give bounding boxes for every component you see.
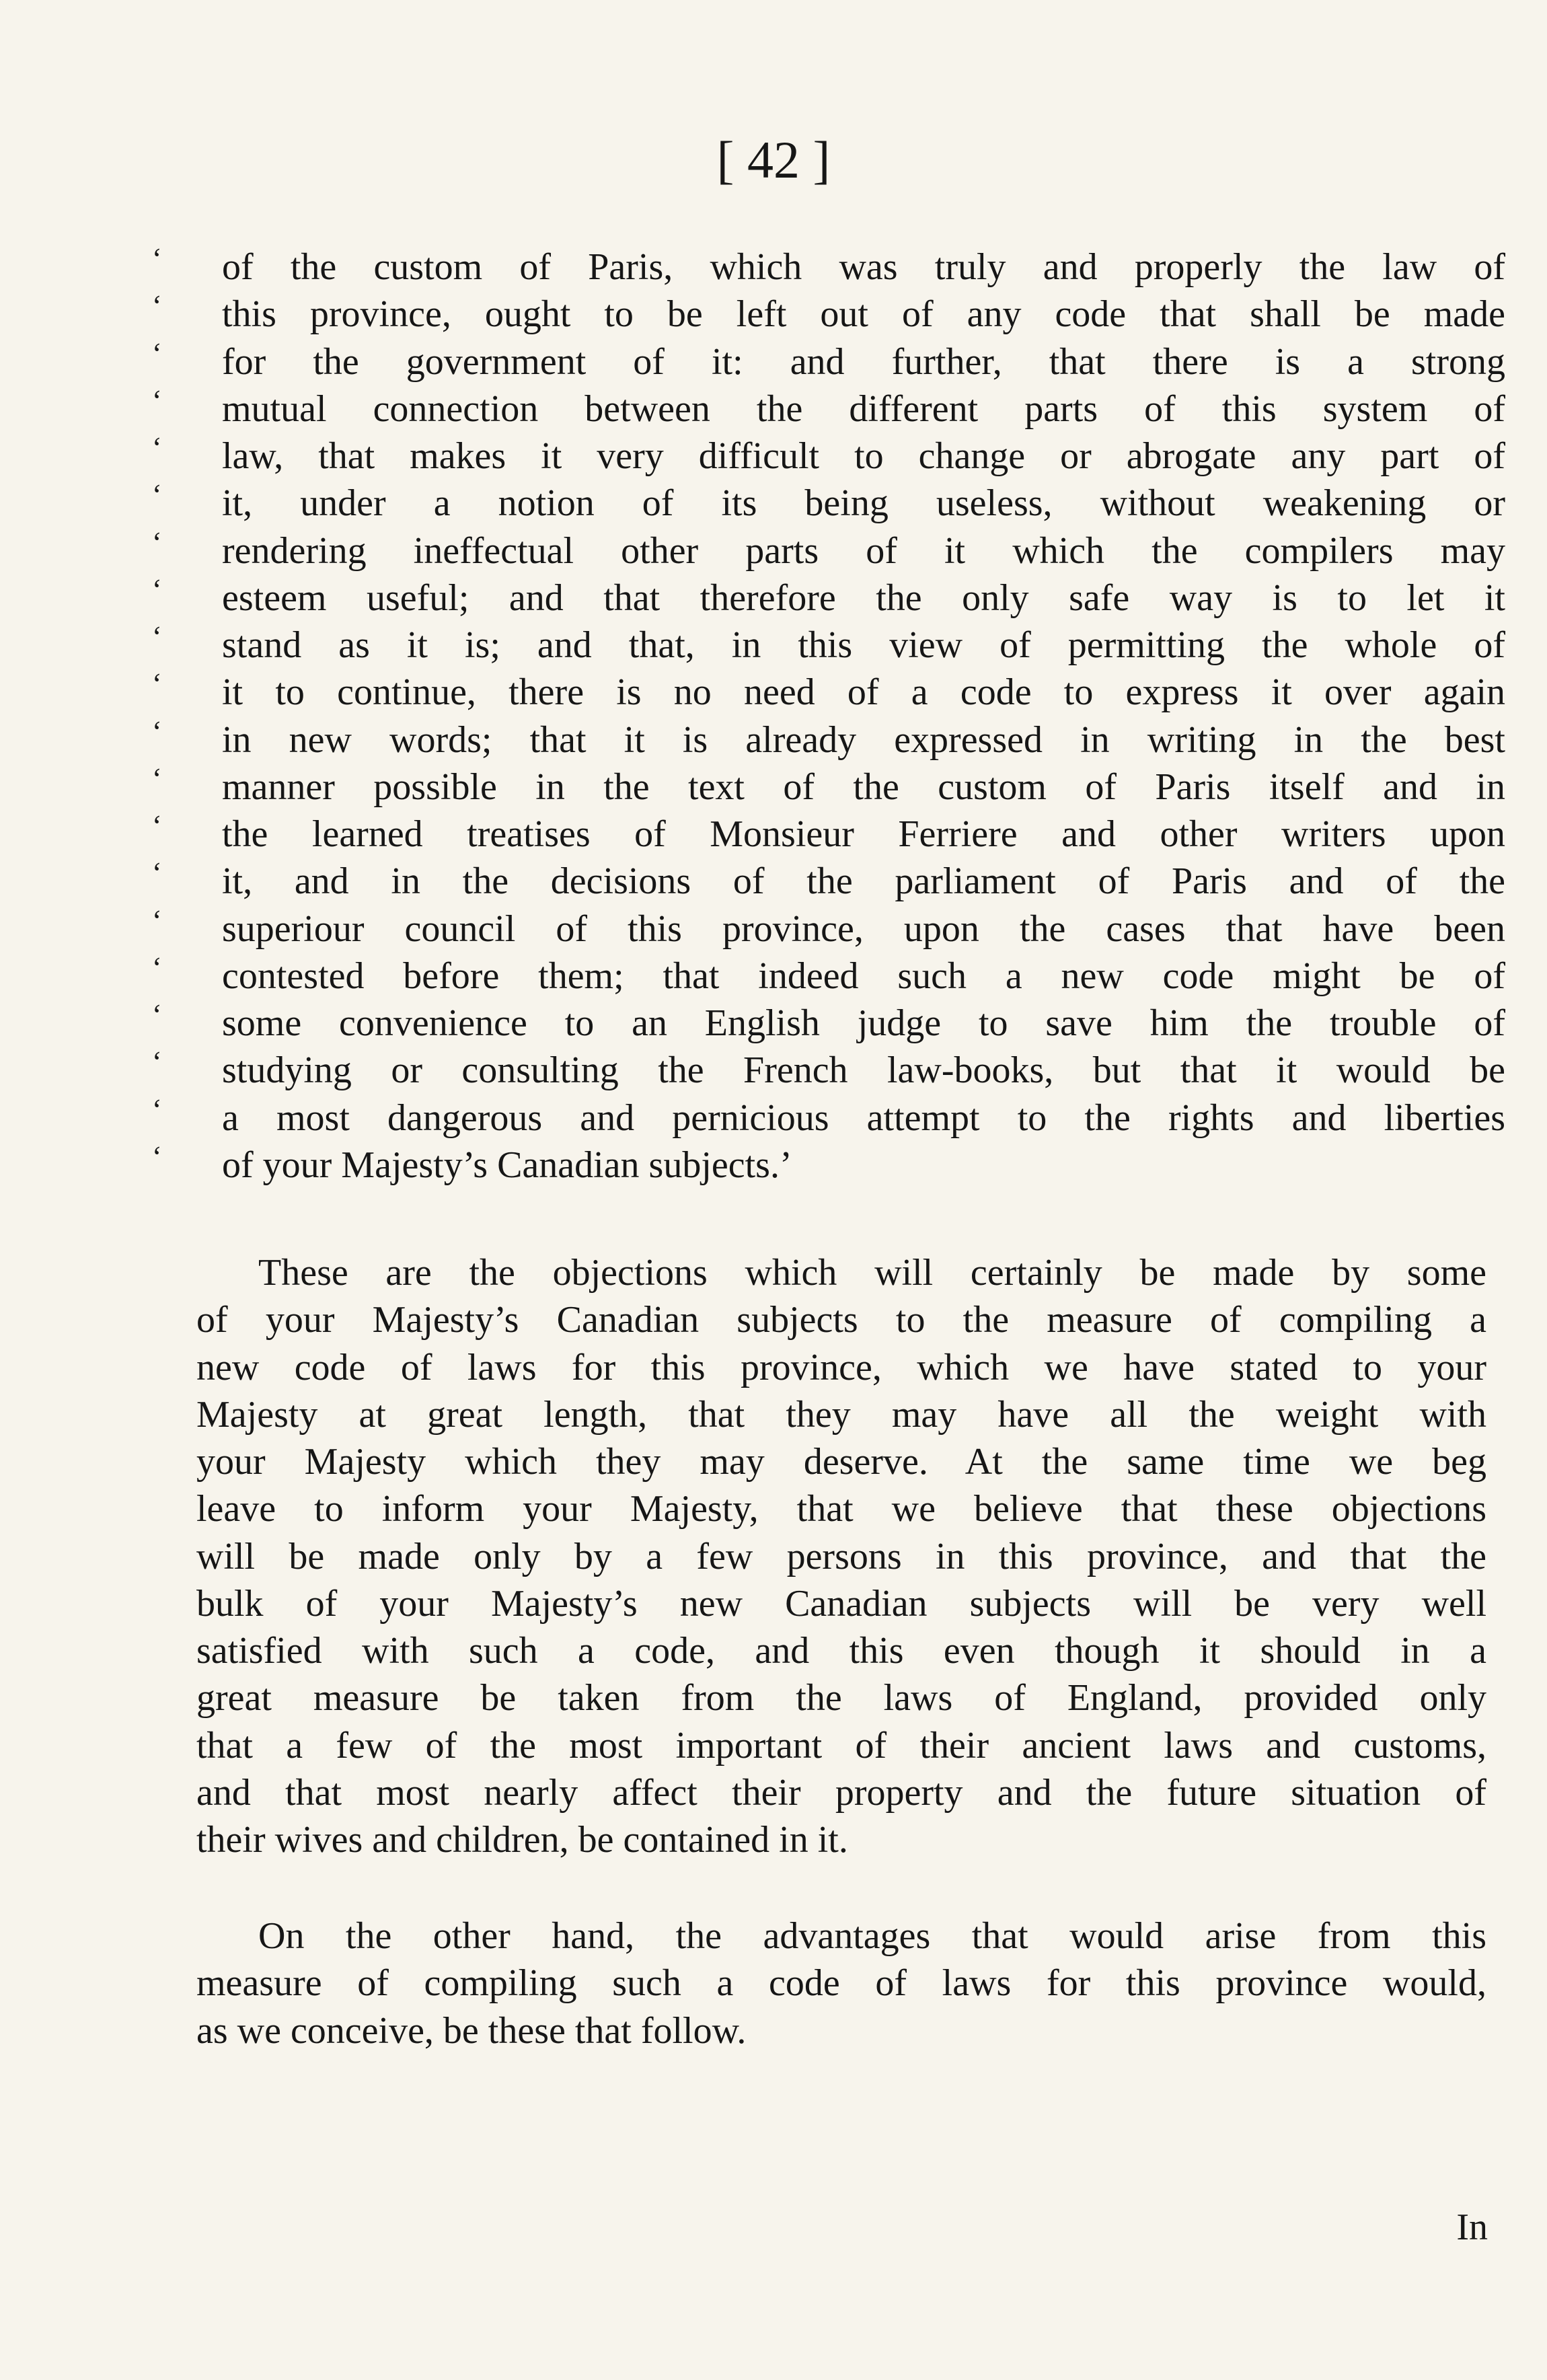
quote-mark: ‘: [152, 809, 162, 842]
quote-line: [152, 1092, 1505, 1142]
quote-mark: ‘: [152, 431, 162, 464]
quote-line-text: studying or consulting the French law-books, but that it would be: [222, 1049, 1505, 1092]
quote-line-text: esteem useful; and that therefore the only safe way is to let it: [222, 577, 1505, 619]
quote-line-text: some convenience to an English judge to save him the trouble of: [222, 1002, 1505, 1044]
quote-line-text: of your Majesty’s Canadian subjects.’: [222, 1144, 792, 1186]
quote-line: [152, 525, 1505, 574]
quote-line: [152, 289, 1505, 338]
page-number: [ 42 ]: [716, 131, 831, 189]
quote-mark: ‘: [152, 620, 162, 653]
quote-line: [152, 951, 1505, 1000]
paragraph-line: as we conceive, be these that follow.: [196, 2009, 747, 2052]
quote-line-text: the learned treatises of Monsieur Ferriere and other writers upon: [222, 813, 1505, 855]
quote-line: [152, 856, 1505, 905]
quote-line: [152, 572, 1505, 622]
quote-line: [152, 383, 1505, 433]
quote-mark: ‘: [152, 289, 162, 323]
paragraph-line: measure of compiling such a code of laws for this province would,: [196, 1962, 1486, 2005]
quote-mark: ‘: [152, 856, 162, 890]
quote-mark: ‘: [152, 1045, 162, 1079]
quote-line: [152, 761, 1505, 811]
quote-mark: ‘: [152, 572, 162, 606]
paragraph-line: and that most nearly affect their property and the future situation of: [196, 1771, 1486, 1814]
paragraph-line: new code of laws for this province, which we have stated to your: [196, 1346, 1486, 1388]
quote-line: [152, 1045, 1505, 1094]
quote-line: [152, 620, 1505, 669]
paragraph-line: will be made only by a few persons in this province, and that the: [196, 1535, 1486, 1577]
quote-line: [152, 998, 1505, 1047]
quote-line: [152, 1140, 1505, 1189]
paragraph-line: their wives and children, be contained in it.: [196, 1819, 848, 1861]
catchword: In: [1456, 2206, 1488, 2248]
quote-line: [152, 667, 1505, 716]
paragraph-line: of your Majesty’s Canadian subjects to the measure of compiling a: [196, 1299, 1486, 1341]
quote-mark: ‘: [152, 903, 162, 937]
paragraph-line: bulk of your Majesty’s new Canadian subjects will be very well: [196, 1582, 1486, 1625]
paragraph-objections: [196, 1249, 1486, 1863]
paragraph-line: that a few of the most important of their ancient laws and customs,: [196, 1724, 1486, 1767]
quote-mark: ‘: [152, 667, 162, 701]
quote-line: [152, 809, 1505, 858]
quote-line: [152, 714, 1505, 764]
quote-line: [152, 431, 1505, 480]
quote-mark: ‘: [152, 761, 162, 795]
paragraph-line: Majesty at great length, that they may have all the weight with: [196, 1393, 1486, 1436]
quote-line-text: rendering ineffectual other parts of it which the compilers may: [222, 529, 1505, 572]
quote-line-text: it to continue, there is no need of a code to express it over again: [222, 671, 1505, 714]
paragraph-line: satisfied with such a code, and this even though it should in a: [196, 1630, 1486, 1672]
quote-line-text: it, under a notion of its being useless, without weakening or: [222, 482, 1505, 525]
quote-mark: ‘: [152, 242, 162, 275]
quote-mark: ‘: [152, 714, 162, 748]
quote-line-text: stand as it is; and that, in this view of permitting the whole of: [222, 624, 1505, 666]
quote-line-text: of the custom of Paris, which was truly and properly the law of: [222, 246, 1505, 288]
quoted-passage: [152, 242, 1505, 1189]
paragraph-line: leave to inform your Majesty, that we believe that these objections: [196, 1488, 1486, 1530]
quote-mark: ‘: [152, 525, 162, 559]
quote-line-text: mutual connection between the different parts of this system of: [222, 387, 1505, 430]
quote-line-text: manner possible in the text of the custom of Paris itself and in: [222, 766, 1505, 808]
quote-mark: ‘: [152, 336, 162, 370]
quote-line: [152, 478, 1505, 527]
quote-line-text: in new words; that it is already expressed in writing in the best: [222, 718, 1505, 761]
quote-mark: ‘: [152, 478, 162, 512]
paragraph-advantages: [196, 1912, 1486, 2054]
quote-line-text: this province, ought to be left out of any code that shall be made: [222, 293, 1505, 336]
quote-line-text: superiour council of this province, upon the cases that have been: [222, 907, 1505, 950]
quote-line: [152, 242, 1505, 291]
quote-line-text: a most dangerous and pernicious attempt to the rights and liberties: [222, 1096, 1505, 1139]
quote-line-text: for the government of it: and further, that there is a strong: [222, 340, 1505, 383]
paragraph-line: great measure be taken from the laws of England, provided only: [196, 1677, 1486, 1719]
quote-mark: ‘: [152, 998, 162, 1031]
quote-line: [152, 903, 1505, 953]
quote-line-text: contested before them; that indeed such a new code might be of: [222, 955, 1505, 997]
quote-mark: ‘: [152, 1092, 162, 1126]
paragraph-line: These are the objections which will certainly be made by some: [258, 1252, 1486, 1294]
quote-line: [152, 336, 1505, 385]
quote-mark: ‘: [152, 383, 162, 417]
quote-line-text: it, and in the decisions of the parliament of Paris and of the: [222, 860, 1505, 903]
paragraph-line: On the other hand, the advantages that would arise from this: [258, 1915, 1486, 1957]
quote-mark: ‘: [152, 1140, 162, 1173]
quote-mark: ‘: [152, 951, 162, 984]
paragraph-line: your Majesty which they may deserve. At the same time we beg: [196, 1441, 1486, 1483]
quote-line-text: law, that makes it very difficult to change or abrogate any part of: [222, 435, 1505, 477]
